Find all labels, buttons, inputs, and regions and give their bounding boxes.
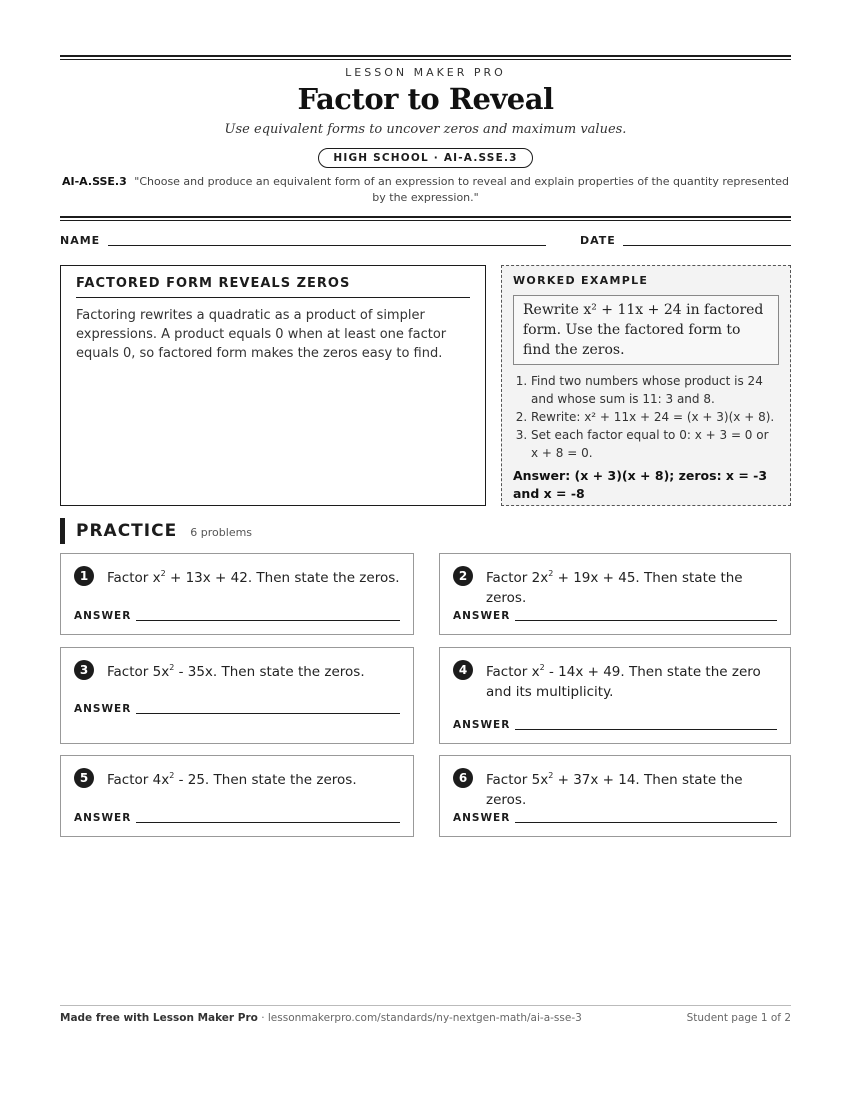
name-label: NAME: [60, 234, 101, 247]
practice-count: 6 problems: [190, 526, 253, 539]
standard-description: [60, 174, 791, 206]
problem-number: 3: [74, 660, 94, 680]
worked-example-heading: WORKED EXAMPLE: [513, 274, 649, 287]
practice-header: [60, 518, 252, 544]
problem-card-1: [60, 553, 414, 635]
page-subtitle: Use equivalent forms to uncover zeros and maximum values.: [224, 122, 627, 137]
date-label: DATE: [580, 234, 616, 247]
problem-text: Factor $x^2 + 13x + 42$. Then state the zeros.: [107, 569, 400, 586]
footer-page-number: Student page 1 of 2: [686, 1012, 791, 1024]
answer-field[interactable]: [515, 620, 777, 621]
worked-example-step: 2. Rewrite: x² + 11x + 24 = (x + 3)(x + 8).: [531, 408, 779, 426]
footer-rule: [60, 1005, 791, 1006]
footer-made-with: Made free with Lesson Maker Pro: [60, 1012, 258, 1024]
problem-card-3: [60, 647, 414, 744]
concept-body: Factoring rewrites a quadratic as a product of simpler expressions. A product equals 0 when at least one factor equals 0, so factored form makes the zeros easy to find.: [76, 308, 447, 361]
worked-example-box: [501, 265, 791, 506]
answer-field[interactable]: [515, 729, 777, 730]
answer-label: ANSWER: [453, 812, 511, 824]
problem-text: Factor $5x^2 - 35x$. Then state the zeros.: [107, 663, 365, 680]
problem-number: 5: [74, 768, 94, 788]
problem-card-5: [60, 755, 414, 837]
worked-example-step: 1. Find two numbers whose product is 24 and whose sum is 11: 3 and 8.: [531, 372, 779, 408]
problem-text: Factor $5x^2 + 37x + 14$. Then state the zeros.: [486, 771, 743, 808]
answer-field[interactable]: [136, 822, 400, 823]
problem-number: 6: [453, 768, 473, 788]
footer-url[interactable]: · lessonmakerpro.com/standards/ny-nextgen-math/ai-a-sse-3: [257, 1012, 582, 1024]
grade-standard-pill-wrap: [60, 146, 791, 168]
worked-example-answer: Answer: (x + 3)(x + 8); zeros: x = -3 and x = -8: [513, 468, 768, 501]
concept-heading: FACTORED FORM REVEALS ZEROS: [76, 276, 470, 298]
problem-card-2: [439, 553, 791, 635]
problem-number: 4: [453, 660, 473, 680]
standard-text: "Choose and produce an equivalent form of an expression to reveal and explain properties of the quantity represented by the expression.": [134, 175, 789, 204]
page-title: Factor to Reveal: [297, 82, 554, 116]
header-top-rule: [60, 55, 791, 60]
grade-standard-pill: HIGH SCHOOL · AI-A.SSE.3: [318, 148, 532, 168]
practice-title: PRACTICE: [76, 521, 178, 541]
answer-label: ANSWER: [453, 719, 511, 731]
brand-name: LESSON MAKER PRO: [345, 66, 506, 79]
worksheet-page: [60, 0, 791, 1100]
standard-code: AI-A.SSE.3: [62, 175, 127, 188]
problem-text: Factor $2x^2 + 19x + 45$. Then state the zeros.: [486, 569, 743, 606]
problem-card-4: [439, 647, 791, 744]
concept-box: [60, 265, 486, 506]
worked-example-step: 3. Set each factor equal to 0: x + 3 = 0 or x + 8 = 0.: [531, 426, 779, 462]
answer-field[interactable]: [515, 822, 777, 823]
answer-label: ANSWER: [74, 610, 132, 622]
answer-label: ANSWER: [74, 812, 132, 824]
problem-card-6: [439, 755, 791, 837]
header-bottom-rule: [60, 216, 791, 221]
problem-text: Factor $4x^2 - 25$. Then state the zeros.: [107, 771, 357, 788]
problem-number: 1: [74, 566, 94, 586]
worked-example-prompt: Rewrite x² + 11x + 24 in factored form. Use the factored form to find the zeros.: [513, 295, 779, 365]
answer-label: ANSWER: [74, 703, 132, 715]
answer-field[interactable]: [136, 713, 400, 714]
date-field[interactable]: [623, 245, 791, 246]
problem-number: 2: [453, 566, 473, 586]
footer-credit: [60, 1012, 582, 1024]
name-date-row: [60, 232, 791, 248]
problem-text: Factor $x^2 - 14x + 49$. Then state the zero and its multiplicity.: [486, 663, 761, 700]
answer-label: ANSWER: [453, 610, 511, 622]
name-field[interactable]: [108, 245, 546, 246]
answer-field[interactable]: [136, 620, 400, 621]
worked-example-steps: [513, 372, 779, 462]
